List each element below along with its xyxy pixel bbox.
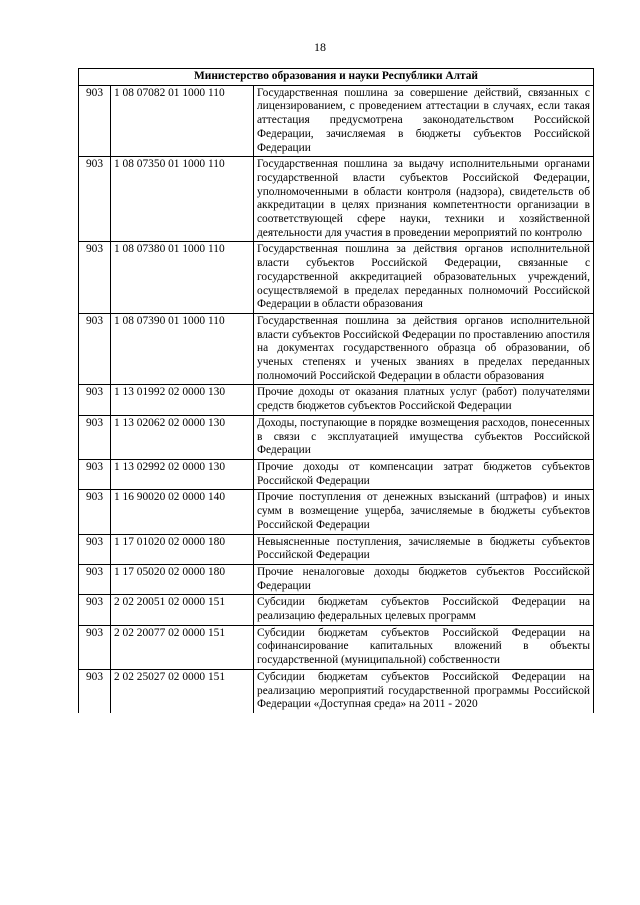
admin-code-cell: 903 xyxy=(79,313,111,385)
revenue-name-cell: Субсидии бюджетам субъектов Российской Федерации на софинансирование капитальных вложений в объекты государственной (муниципальной) собственности xyxy=(254,625,594,669)
table-header-row xyxy=(79,69,594,86)
revenue-code-cell: 1 08 07380 01 1000 110 xyxy=(111,242,254,314)
table-row xyxy=(79,385,594,415)
revenue-code-cell: 1 13 02992 02 0000 130 xyxy=(111,459,254,489)
revenue-code-cell: 1 13 02062 02 0000 130 xyxy=(111,415,254,459)
admin-code-cell: 903 xyxy=(79,85,111,157)
admin-code-cell: 903 xyxy=(79,385,111,415)
table-row xyxy=(79,157,594,242)
revenue-code-cell: 1 17 05020 02 0000 180 xyxy=(111,564,254,594)
revenue-name-cell: Государственная пошлина за действия органов исполнительной власти субъектов Российской Федерации, связанные с государственной аккредитацией образовательных учреждений, осуществляемой в пределах переданных полномочий Российской Федерации в области образования xyxy=(254,242,594,314)
table-row xyxy=(79,313,594,385)
admin-code-cell: 903 xyxy=(79,459,111,489)
table-row xyxy=(79,595,594,625)
revenue-name-cell: Государственная пошлина за совершение действий, связанных с лицензированием, с проведением аттестации в случаях, если такая аттестация предусмотрена законодательством Российской Федерации, зачисляемая в бюджеты субъектов Российской Федерации xyxy=(254,85,594,157)
revenue-code-cell: 1 08 07082 01 1000 110 xyxy=(111,85,254,157)
revenue-name-cell: Прочие поступления от денежных взысканий (штрафов) и иных сумм в возмещение ущерба, зачисляемые в бюджеты субъектов Российской Федерации xyxy=(254,490,594,534)
admin-code-cell: 903 xyxy=(79,669,111,713)
revenue-name-cell: Субсидии бюджетам субъектов Российской Федерации на реализацию федеральных целевых программ xyxy=(254,595,594,625)
table-row xyxy=(79,490,594,534)
table-row xyxy=(79,534,594,564)
revenue-code-cell: 1 17 01020 02 0000 180 xyxy=(111,534,254,564)
admin-code-cell: 903 xyxy=(79,534,111,564)
table-row xyxy=(79,625,594,669)
ministry-header: Министерство образования и науки Республики Алтай xyxy=(79,69,594,86)
admin-code-cell: 903 xyxy=(79,595,111,625)
revenue-name-cell: Доходы, поступающие в порядке возмещения расходов, понесенных в связи с эксплуатацией имущества субъектов Российской Федерации xyxy=(254,415,594,459)
page-number: 18 xyxy=(314,40,326,54)
revenue-code-cell: 1 08 07350 01 1000 110 xyxy=(111,157,254,242)
revenue-code-cell: 1 13 01992 02 0000 130 xyxy=(111,385,254,415)
table-row xyxy=(79,564,594,594)
revenue-name-cell: Субсидии бюджетам субъектов Российской Федерации на реализацию мероприятий государственной программы Российской Федерации «Доступная среда» на 2011 - 2020 xyxy=(254,669,594,713)
revenue-code-cell: 2 02 25027 02 0000 151 xyxy=(111,669,254,713)
revenue-name-cell: Невыясненные поступления, зачисляемые в бюджеты субъектов Российской Федерации xyxy=(254,534,594,564)
revenue-name-cell: Государственная пошлина за действия органов исполнительной власти субъектов Российской Федерации по проставлению апостиля на документах государственного образца об образовании, об ученых степенях и ученых званиях в пределах переданных полномочий Российской Федерации в области образования xyxy=(254,313,594,385)
admin-code-cell: 903 xyxy=(79,625,111,669)
table-row xyxy=(79,85,594,157)
table-row xyxy=(79,242,594,314)
admin-code-cell: 903 xyxy=(79,564,111,594)
admin-code-cell: 903 xyxy=(79,157,111,242)
revenue-code-cell: 2 02 20051 02 0000 151 xyxy=(111,595,254,625)
revenue-name-cell: Прочие доходы от компенсации затрат бюджетов субъектов Российской Федерации xyxy=(254,459,594,489)
admin-code-cell: 903 xyxy=(79,415,111,459)
revenue-code-cell: 1 08 07390 01 1000 110 xyxy=(111,313,254,385)
revenue-code-cell: 1 16 90020 02 0000 140 xyxy=(111,490,254,534)
revenue-code-cell: 2 02 20077 02 0000 151 xyxy=(111,625,254,669)
revenue-code-table xyxy=(78,68,594,713)
admin-code-cell: 903 xyxy=(79,242,111,314)
table-row xyxy=(79,669,594,713)
admin-code-cell: 903 xyxy=(79,490,111,534)
table-row xyxy=(79,415,594,459)
table-row xyxy=(79,459,594,489)
revenue-name-cell: Прочие доходы от оказания платных услуг (работ) получателями средств бюджетов субъектов Российской Федерации xyxy=(254,385,594,415)
revenue-name-cell: Государственная пошлина за выдачу исполнительными органами государственной власти субъектов Российской Федерации, уполномоченными в области контроля (надзора), свидетельств об аккредитации в целях признания компетентности организации в соответствующей сфере науки, техники и хозяйственной деятельности для участия в проведении мероприятий по контролю xyxy=(254,157,594,242)
revenue-name-cell: Прочие неналоговые доходы бюджетов субъектов Российской Федерации xyxy=(254,564,594,594)
